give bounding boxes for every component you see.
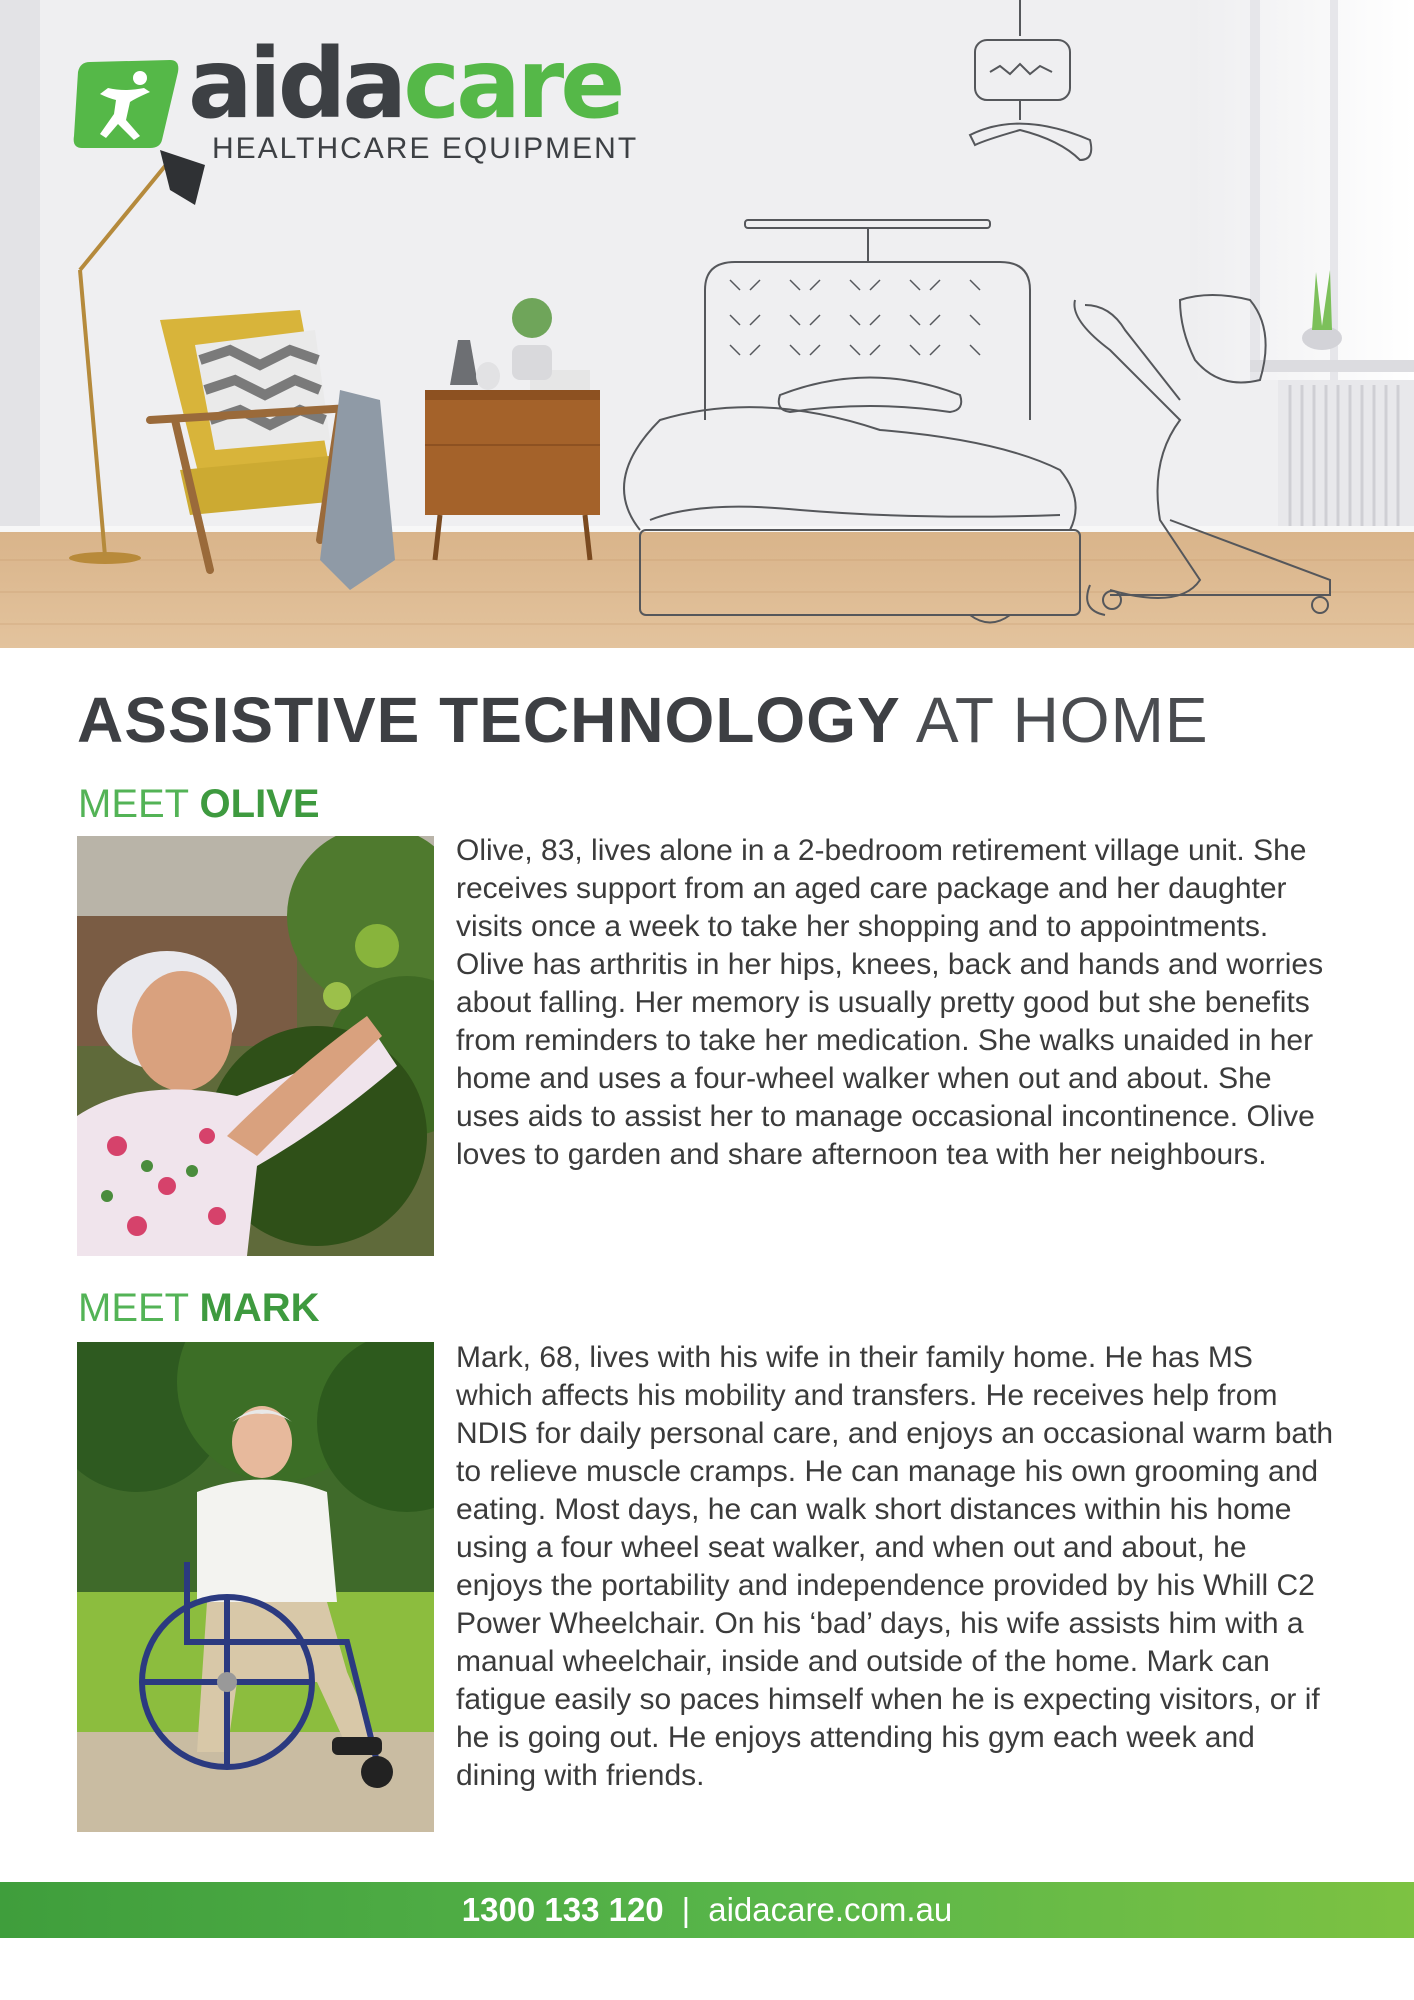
mark-bio: Mark, 68, lives with his wife in their family home. He has MS which affects his mobility and transfers. He receives help from NDIS for daily personal care, and enjoys an occasional warm bath to relieve muscle cramps. He can manage his own grooming and eating. Most days, he can walk short distances within his home using a four wheel seat walker, and when out and about, he enjoys the portability and independence provided by his Whill C2 Power Wheelchair. On his ‘bad’ days, his wife assists him with a manual wheelchair, inside and outside of the home. Mark can fatigue easily so paces himself when he is expecting visitors, or if he is going out. He enjoys attending his gym each week and dining with friends. (456, 1341, 1334, 1792)
person-name: MARK (199, 1286, 320, 1330)
phone-number-link[interactable]: 1300 133 120 (461, 1891, 664, 1928)
page-title (77, 684, 1209, 756)
mark-photo-image (77, 1342, 434, 1832)
meet-label: MEET (78, 782, 200, 826)
olive-bio: Olive, 83, lives alone in a 2-bedroom retirement village unit. She receives support from an aged care package and her daughter visits once a week to take her shopping and to appointments. Olive has arthritis in her hips, knees, back and hands and worries about falling. Her memory is usually pretty good but she benefits from reminders to take her medication. She walks unaided in her home and uses a four-wheel walker when out and about. She uses aids to assist her to manage occasional incontinence. Olive loves to garden and share afternoon tea with her neighbours. (456, 834, 1324, 1171)
brand-wordmark (188, 28, 622, 140)
page-title-bold: ASSISTIVE TECHNOLOGY (77, 684, 901, 756)
olive-photo-image (77, 836, 434, 1256)
person-name: OLIVE (199, 782, 320, 826)
brand-name-part1: aida (188, 28, 404, 140)
olive-photo (77, 836, 434, 1256)
meet-olive-heading (78, 784, 320, 824)
website-link[interactable]: aidacare.com.au (708, 1891, 953, 1928)
contact-footer (0, 1882, 1414, 1938)
brand-person-icon (70, 52, 180, 152)
mark-photo (77, 1342, 434, 1832)
meet-mark-heading (78, 1288, 320, 1328)
hero-banner (0, 0, 1414, 648)
aidacare-logo (70, 28, 670, 174)
page-title-light: AT HOME (900, 684, 1209, 756)
footer-separator: | (681, 1891, 691, 1928)
meet-label: MEET (78, 1286, 200, 1330)
brand-name-part2: care (403, 28, 622, 140)
brand-tagline: HEALTHCARE EQUIPMENT (212, 132, 639, 165)
